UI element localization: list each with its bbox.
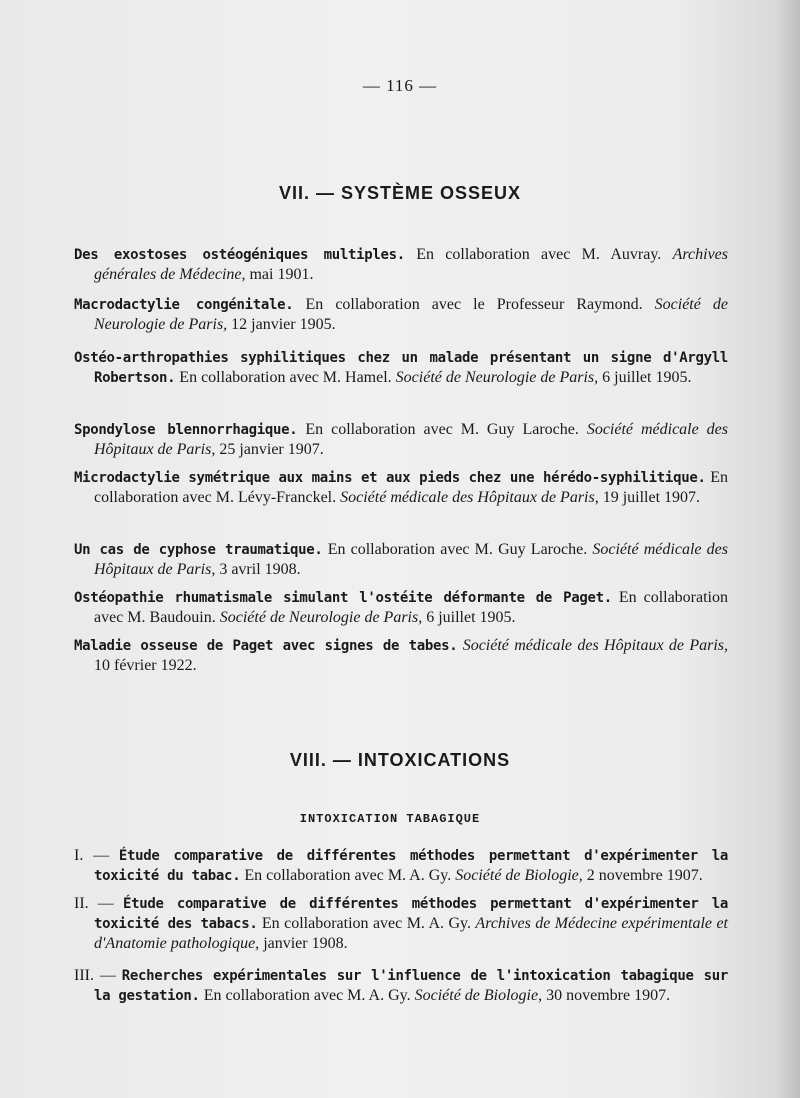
entry-journal: Société médicale des Hôpitaux de Paris, <box>94 541 728 578</box>
entry-journal: Société médicale des Hôpitaux de Paris, <box>94 421 728 458</box>
subsection-title-intoxication-tabagique: INTOXICATION TABAGIQUE <box>299 812 481 826</box>
entry-title: Maladie osseuse de Paget avec signes de tabes. <box>74 638 458 654</box>
entry-collaboration: En collaboration avec M. Hamel. <box>175 369 396 386</box>
entry-journal: Archives générales de Médecine, <box>94 246 728 283</box>
entry-title: Spondylose blennorrhagique. <box>74 422 298 438</box>
entry-collaboration: En collaboration avec M. Guy Laroche. <box>322 541 593 558</box>
bibliography-entry <box>74 468 728 508</box>
bibliography-entry <box>74 846 728 886</box>
entry-title: Un cas de cyphose traumatique. <box>74 542 323 558</box>
entry-journal: Société de Biologie, <box>414 987 543 1004</box>
entry-collaboration: En collaboration avec M. Baudouin. <box>94 589 728 626</box>
entry-number: III. — <box>74 967 122 984</box>
entry-date: 12 janvier 1905. <box>227 316 336 333</box>
bibliography-entry <box>74 295 728 335</box>
entry-date: 19 juillet 1907. <box>598 489 701 506</box>
entry-title: Ostéo-arthropathies syphilitiques chez un malade présentant un signe d'Argyll Robertson. <box>74 350 728 386</box>
section-title-systeme-osseux: VII. — SYSTÈME OSSEUX <box>278 183 522 203</box>
entry-journal: Archives de Médecine expérimentale et d'Anatomie pathologique, <box>94 915 729 952</box>
bibliography-entry <box>74 636 728 676</box>
entry-journal: Société médicale des Hôpitaux de Paris, <box>340 489 599 506</box>
entry-journal: Société de Neurologie de Paris, <box>94 296 729 333</box>
entry-date: mai 1901. <box>245 266 314 283</box>
entry-title: Ostéopathie rhumatismale simulant l'ostéite déformante de Paget. <box>74 590 612 606</box>
entry-collaboration: En collaboration avec M. A. Gy. <box>199 987 415 1004</box>
entry-date: 10 février 1922. <box>94 657 197 674</box>
bibliography-entry <box>74 966 728 1006</box>
entry-date: 3 avril 1908. <box>215 561 301 578</box>
entry-date: janvier 1908. <box>259 935 348 952</box>
entry-date: 2 novembre 1907. <box>582 867 703 884</box>
entry-title: Macrodactylie congénitale. <box>74 297 294 313</box>
entry-date: 6 juillet 1905. <box>598 369 692 386</box>
entry-date: 6 juillet 1905. <box>422 609 516 626</box>
bibliography-entry <box>74 420 728 460</box>
entry-collaboration: En collaboration avec M. Lévy-Franckel. <box>94 469 728 506</box>
entry-journal: Société de Neurologie de Paris, <box>219 609 423 626</box>
bibliography-entry <box>74 588 728 628</box>
entry-title: Étude comparative de différentes méthodes permettant d'expérimenter la toxicité des tabacs. <box>94 896 728 932</box>
entry-title: Étude comparative de différentes méthodes permettant d'expérimenter la toxicité du tabac. <box>94 848 729 884</box>
bibliography-entry <box>74 245 728 285</box>
entry-journal: Société médicale des Hôpitaux de Paris, <box>462 637 729 654</box>
entry-title: Microdactylie symétrique aux mains et aux pieds chez une hérédo-syphilitique. <box>74 470 706 486</box>
page-number: — 116 — <box>362 76 438 95</box>
entry-date: 30 novembre 1907. <box>542 987 671 1004</box>
entry-title: Des exostoses ostéogéniques multiples. <box>74 247 405 263</box>
entry-collaboration: En collaboration avec M. Guy Laroche. <box>297 421 587 438</box>
bibliography-entry <box>74 540 728 580</box>
section-title-intoxications: VIII. — INTOXICATIONS <box>289 750 511 770</box>
entry-collaboration: En collaboration avec M. A. Gy. <box>240 867 456 884</box>
entry-title: Recherches expérimentales sur l'influence de l'intoxication tabagique sur la gestation. <box>94 968 729 1004</box>
entry-journal: Société de Biologie, <box>455 867 583 884</box>
entry-date: 25 janvier 1907. <box>215 441 324 458</box>
entry-collaboration: En collaboration avec M. A. Gy. <box>257 915 476 932</box>
entry-collaboration: En collaboration avec le Professeur Raymond. <box>293 296 655 313</box>
bibliography-entry <box>74 894 728 954</box>
entry-number: I. — <box>74 847 119 864</box>
entry-journal: Société de Neurologie de Paris, <box>395 369 599 386</box>
entry-collaboration: En collaboration avec M. Auvray. <box>404 246 673 263</box>
entry-number: II. — <box>74 895 123 912</box>
bibliography-entry <box>74 348 728 388</box>
